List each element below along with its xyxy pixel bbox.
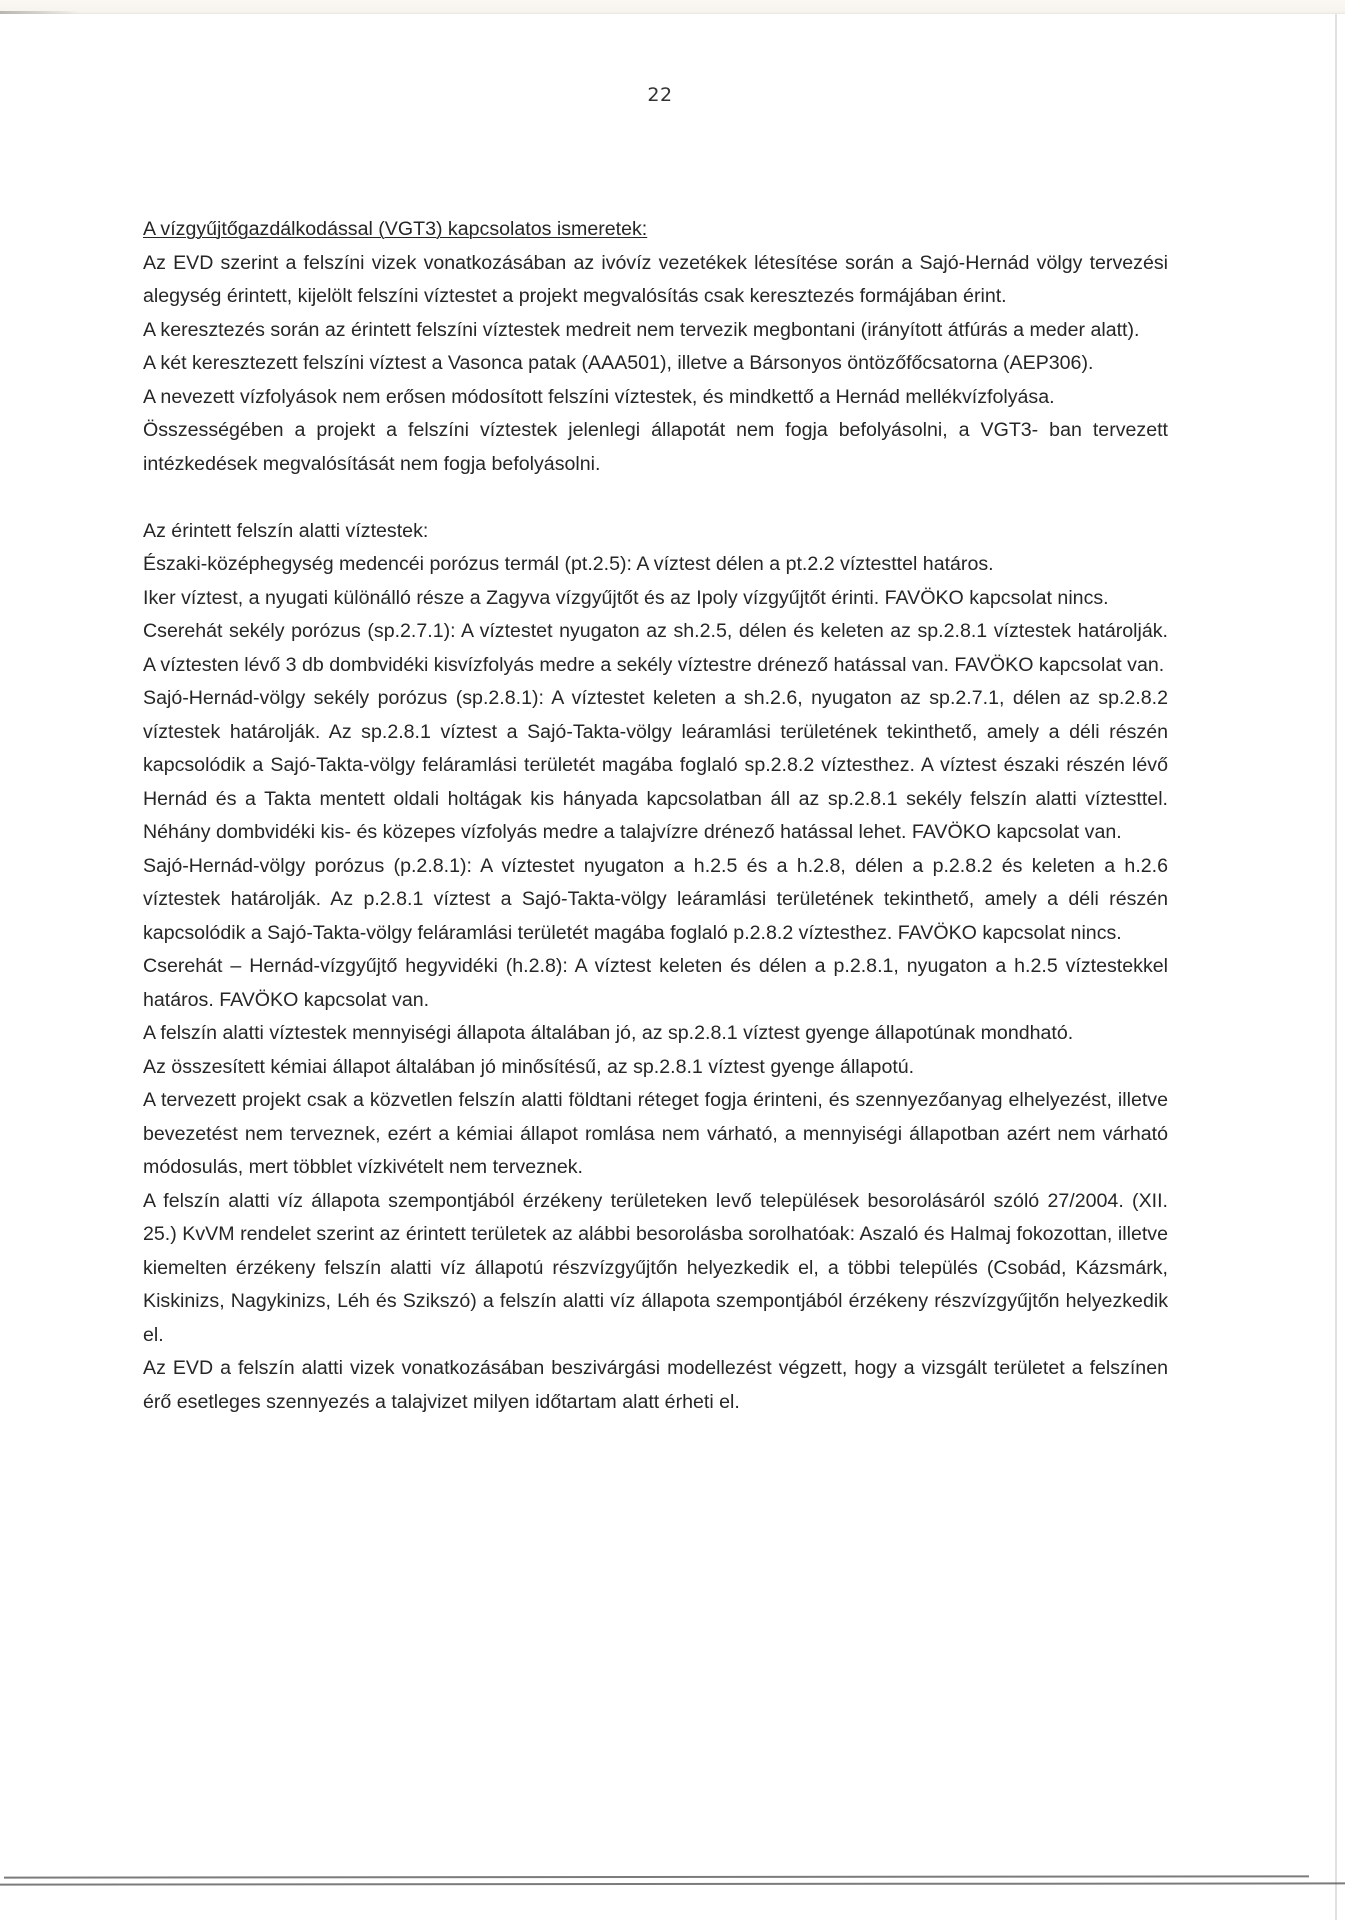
paragraph: Az összesített kémiai állapot általában jó minősítésű, az sp.2.8.1 víztest gyenge állapotú.: [143, 1055, 915, 1078]
paragraph: A nevezett vízfolyások nem erősen módosított felszíni víztestek, és mindkettő a Hernád mellékvízfolyása.: [143, 385, 1055, 408]
paragraph: Iker víztest, a nyugati különálló része a Zagyva vízgyűjtőt és az Ipoly vízgyűjtőt érinti. FAVÖKO kapcsolat nincs.: [143, 586, 1109, 609]
paragraph: Sajó-Hernád-völgy porózus (p.2.8.1): A víztestet nyugaton a h.2.5 és a h.2.8, délen a p.2.8.2 és keleten a h.2.6 víztestek határolják. Az p.2.8.1 víztest a Sajó-Takta-völgy leáramlási területének tekinthető, amely a déli részén kapcsolódik a Sajó-Takta-völgy feláramlási területét magába foglaló p.2.8.2 víztesthez. FAVÖKO kapcsolat nincs.: [143, 854, 1168, 944]
paragraph: Az EVD a felszín alatti vizek vonatkozásában beszivárgási modellezést végzett, hogy a vizsgált területet a felszínen érő esetleges szennyezés a talajvizet milyen időtartam alatt érheti el.: [143, 1357, 1168, 1413]
section-heading-vgt3: A vízgyűjtőgazdálkodással (VGT3) kapcsolatos ismeretek:: [143, 218, 648, 240]
footer-rule-lower: [0, 1882, 1345, 1885]
paragraph: A tervezett projekt csak a közvetlen felszín alatti földtani réteget fogja érinteni, és szennyezőanyag elhelyezést, illetve bevezetést nem terveznek, ezért a kémiai állapot romlása nem várható, a mennyiségi állapotban azért nem várható módosulás, mert többlet vízkivételt nem terveznek.: [143, 1089, 1168, 1178]
scan-right-edge: [1335, 14, 1337, 1920]
scan-top-edge: [0, 0, 1345, 14]
paragraph: A két keresztezett felszíni víztest a Vasonca patak (AAA501), illetve a Bársonyos öntözőfőcsatorna (AEP306).: [143, 352, 1094, 374]
footer-rule-upper: [4, 1875, 1309, 1878]
paragraph: Cserehát sekély porózus (sp.2.7.1): A víztestet nyugaton az sh.2.5, délen és keleten az sp.2.8.1 víztestek határolják. A víztesten lévő 3 db dombvidéki kisvízfolyás medre a sekély víztestre drénező hatással van. FAVÖKO kapcsolat van.: [143, 620, 1168, 676]
paragraph: Cserehát – Hernád-vízgyűjtő hegyvidéki (h.2.8): A víztest keleten és délen a p.2.8.1, nyugaton a h.2.5 víztestekkel határos. FAVÖKO kapcsolat van.: [143, 955, 1168, 1011]
paragraph: A felszín alatti víztestek mennyiségi állapota általában jó, az sp.2.8.1 víztest gyenge állapotúnak mondható.: [143, 1022, 1074, 1044]
paragraph: A felszín alatti víz állapota szempontjából érzékeny területeken levő települések besorolásáról szóló 27/2004. (XII. 25.) KvVM rendelet szerint az érintett területek az alábbi besorolásba sorolhatóak: Aszaló és Halmaj fokozottan, illetve kiemelten érzékeny felszín alatti víz állapotú részvízgyűjtőn helyezkedik el, a többi település (Csobád, Kázsmárk, Kiskinizs, Nagykinizs, Léh és Szikszó) a felszín alatti víz állapota szempontjából érzékeny részvízgyűjtőn helyezkedik el.: [143, 1189, 1168, 1346]
paragraph: Összességében a projekt a felszíni víztestek jelenlegi állapotát nem fogja befolyásolni, a VGT3- ban tervezett intézkedések megvalósítását nem fogja befolyásolni.: [143, 419, 1168, 475]
paragraph: Északi-középhegység medencéi porózus termál (pt.2.5): A víztest délen a pt.2.2 víztesttel határos.: [143, 553, 994, 575]
paragraph: A keresztezés során az érintett felszíni víztestek medreit nem tervezik megbontani (irányított átfúrás a meder alatt).: [143, 318, 1140, 341]
page-number: 22: [647, 84, 673, 106]
paragraph: Sajó-Hernád-völgy sekély porózus (sp.2.8.1): A víztestet keleten a sh.2.6, nyugaton az sp.2.7.1, délen az sp.2.8.2 víztestek határolják. Az sp.2.8.1 víztest a Sajó-Takta-völgy leáramlási területének tekinthető, amely a déli részén kapcsolódik a Sajó-Takta-völgy feláramlási területét magába foglaló sp.2.8.2 víztesthez. A víztest északi részén lévő Hernád és a Takta mentett oldali holtágak kis hányada kapcsolatban áll az sp.2.8.1 sekély felszín alatti víztesttel. Néhány dombvidéki kis- és közepes vízfolyás medre a talajvízre drénező hatással lehet. FAVÖKO kapcsolat van.: [143, 687, 1168, 843]
groundwater-subheading: Az érintett felszín alatti víztestek:: [143, 519, 429, 542]
paragraph-spacer: [143, 481, 1168, 515]
paragraph: Az EVD szerint a felszíni vizek vonatkozásában az ivóvíz vezetékek létesítése során a Sajó-Hernád völgy tervezési alegység érintett, kijelölt felszíni víztestet a projekt megvalósítás csak keresztezés formájában érint.: [143, 251, 1168, 307]
document-body: [143, 213, 1168, 1419]
